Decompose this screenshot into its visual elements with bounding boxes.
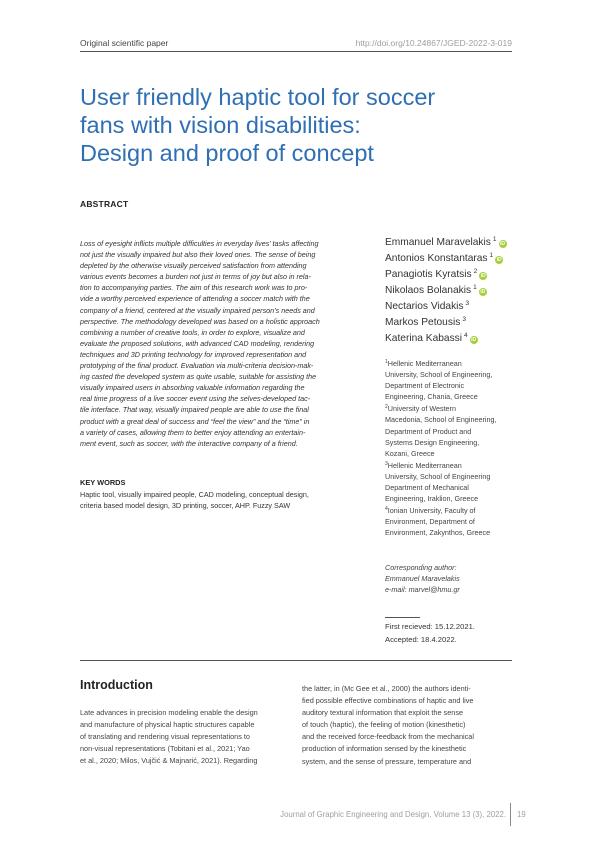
author-name	[385, 328, 525, 344]
affiliation	[385, 402, 515, 458]
affiliation-text: Department of Mechanical	[385, 483, 469, 493]
affiliation-text: Kozani, Greece	[385, 448, 435, 458]
orcid-icon[interactable]: iD	[471, 337, 477, 343]
affiliation	[385, 459, 515, 504]
author-name	[385, 232, 525, 248]
introduction-column-left: Late advances in precision modeling enable the design and manufacture of physical haptic structures capable of translating and rendering visual representations to non-visual representations (Tobitani et al., 2021; Yao et al., 2020; Milos, Vujčić & Majnarić, 2021). Regarding	[80, 708, 258, 766]
affiliation-line	[385, 471, 515, 482]
author-name	[385, 296, 525, 312]
corresponding-name: Emmanuel Maravelakis	[385, 574, 460, 584]
affiliation-text: Hellenic Mediterranean	[387, 359, 462, 368]
keywords-body: Haptic tool, visually impaired people, CAD modeling, conceptual design, criteria based model design, 3D printing, soccer, AHP. Fuzzy SAW	[80, 490, 309, 510]
dates-divider	[385, 617, 420, 618]
author-name-text: Emmanuel Maravelakis	[385, 237, 491, 248]
affiliation-list	[385, 357, 515, 539]
article-type: Original scientific paper	[80, 38, 169, 48]
page-number: 19	[517, 810, 526, 819]
affiliation-text: Environment, Zakynthos, Greece	[385, 528, 491, 538]
author-name-text: Markos Petousis	[385, 317, 461, 328]
introduction-column-right: the latter, in (Mc Gee et al., 2000) the authors identi- fied possible effective combinations of haptic and live auditory textural information that exploit the sense of touch (haptic), the feeling of motion (kinesthetic) and the received force-feedback from the mechanical production of information sensed by the kinesthetic system, and the sense of pressure, temperature and	[302, 684, 474, 766]
affiliation-text: Ionian University, Faculty of	[387, 506, 476, 516]
affiliation-text: Department of Product and	[385, 426, 472, 436]
affiliation-line	[385, 369, 515, 380]
affiliation-text: Engineering, Iraklion, Greece	[385, 494, 479, 504]
author-name	[385, 312, 525, 328]
affiliation-line	[385, 448, 515, 459]
keywords-heading: KEY WORDS	[80, 478, 126, 487]
affiliation	[385, 504, 515, 538]
introduction-heading: Introduction	[80, 678, 153, 692]
affiliation-line	[385, 459, 515, 471]
orcid-icon[interactable]: iD	[480, 273, 486, 279]
affiliation-text: Macedonia, School of Engineering,	[385, 415, 497, 425]
footer-separator	[510, 803, 511, 826]
affiliation-line	[385, 504, 515, 516]
affiliation-text: University of Western	[387, 404, 456, 414]
affiliation-line	[385, 402, 515, 414]
affiliation-line	[385, 357, 515, 369]
author-list	[385, 232, 525, 344]
orcid-icon[interactable]: iD	[480, 289, 486, 295]
author-affiliation-marker: 1	[492, 236, 497, 243]
author-name-text: Nikolaos Bolanakis	[385, 285, 472, 296]
author-affiliation-marker: 1	[489, 252, 494, 259]
author-name	[385, 280, 525, 296]
abstract-body: Loss of eyesight inflicts multiple difficulties in everyday lives’ tasks affecting not just the visually impaired but also their loved ones. The sense of being depleted by the otherwise visually perceived satisfaction from attending various events becomes a burden not just in terms of joy but also in rela- tion to accompanying parties. The aim of this research work was to pro- vide a worthy perceived experience of attending a soccer match with the company of a friend, centered at the visually impaired person’s needs and perspective. The methodology developed was based on a holistic approach combining a number of creative tools, in order to explore, visualize and evaluate the proposed solutions, with advanced CAD modeling, rendering techniques and 3D printing technology for improved representation and prototyping of the final product. Evaluation via multi-criteria decision-mak- ing casted the developed system as quite usable, suitable for assisting the visually impaired users in absorbing valuable information regarding the real time progress of a live soccer event using the selves-developed tac- tile interface. That way, visually impaired people are able to use the final product with a great deal of success and “feel the view” and the “time” in a variety of cases, allowing them to better enjoy attending an entertain- ment event, such as soccer, with the interactive company of a friend.	[80, 239, 320, 448]
affiliation-text: Department of Electronic	[385, 381, 465, 391]
doi-link[interactable]: http://doi.org/10.24867/JGED-2022-3-019	[355, 38, 512, 48]
title-line: Design and proof of concept	[80, 140, 374, 166]
affiliation-line	[385, 380, 515, 391]
affiliation-text: Environment, Department of	[385, 517, 475, 527]
journal-footer: Journal of Graphic Engineering and Design, Volume 13 (3), 2022.	[280, 810, 506, 819]
affiliation-line	[385, 482, 515, 493]
accepted-date: Accepted: 18.4.2022.	[385, 634, 457, 644]
affiliation-text: University, School of Engineering	[385, 471, 491, 481]
orcid-icon[interactable]: iD	[500, 241, 505, 247]
author-affiliation-marker: 2	[473, 268, 478, 275]
author-affiliation-marker: 3	[462, 316, 466, 323]
author-affiliation-marker: 4	[464, 332, 468, 339]
title-line: User friendly haptic tool for soccer	[80, 84, 436, 110]
author-name-text: Panagiotis Kyratsis	[385, 269, 472, 280]
corresponding-label: Corresponding author:	[385, 563, 457, 572]
section-divider	[80, 660, 512, 661]
affiliation-line	[385, 414, 515, 425]
abstract-heading: ABSTRACT	[80, 199, 129, 209]
author-name-text: Katerina Kabassi	[385, 333, 463, 344]
affiliation-number: 2	[385, 404, 388, 411]
affiliation-text: Hellenic Mediterranean	[387, 460, 462, 470]
affiliation-line	[385, 426, 515, 437]
affiliation-number: 1	[385, 359, 388, 365]
paper-title	[80, 83, 520, 167]
affiliation-number: 4	[385, 506, 388, 513]
affiliation-line	[385, 391, 515, 402]
corresponding-author	[385, 562, 515, 595]
affiliation-line	[385, 527, 515, 538]
author-affiliation-marker: 3	[465, 300, 470, 307]
author-name-text: Antonios Konstantaras	[385, 253, 488, 264]
affiliation-line	[385, 516, 515, 527]
affiliation-text: Systems Design Engineering,	[385, 437, 480, 447]
affiliation-line	[385, 493, 515, 504]
author-name	[385, 248, 525, 264]
affiliation-text: University, School of Engineering,	[385, 370, 493, 380]
header-divider	[80, 51, 512, 52]
affiliation-text: Engineering, Chania, Greece	[385, 392, 478, 402]
author-name	[385, 264, 525, 280]
affiliation-line	[385, 437, 515, 448]
orcid-icon[interactable]: iD	[496, 257, 502, 263]
title-line: fans with vision disabilities:	[80, 112, 361, 138]
affiliation	[385, 357, 515, 402]
received-date: First recieved: 15.12.2021.	[385, 622, 475, 631]
submission-dates	[385, 621, 475, 646]
author-name-text: Nectarios Vidakis	[385, 301, 464, 312]
corresponding-email[interactable]: e-mail: marvel@hmu.gr	[385, 585, 460, 595]
author-affiliation-marker: 1	[473, 284, 477, 291]
affiliation-number: 3	[385, 460, 388, 467]
